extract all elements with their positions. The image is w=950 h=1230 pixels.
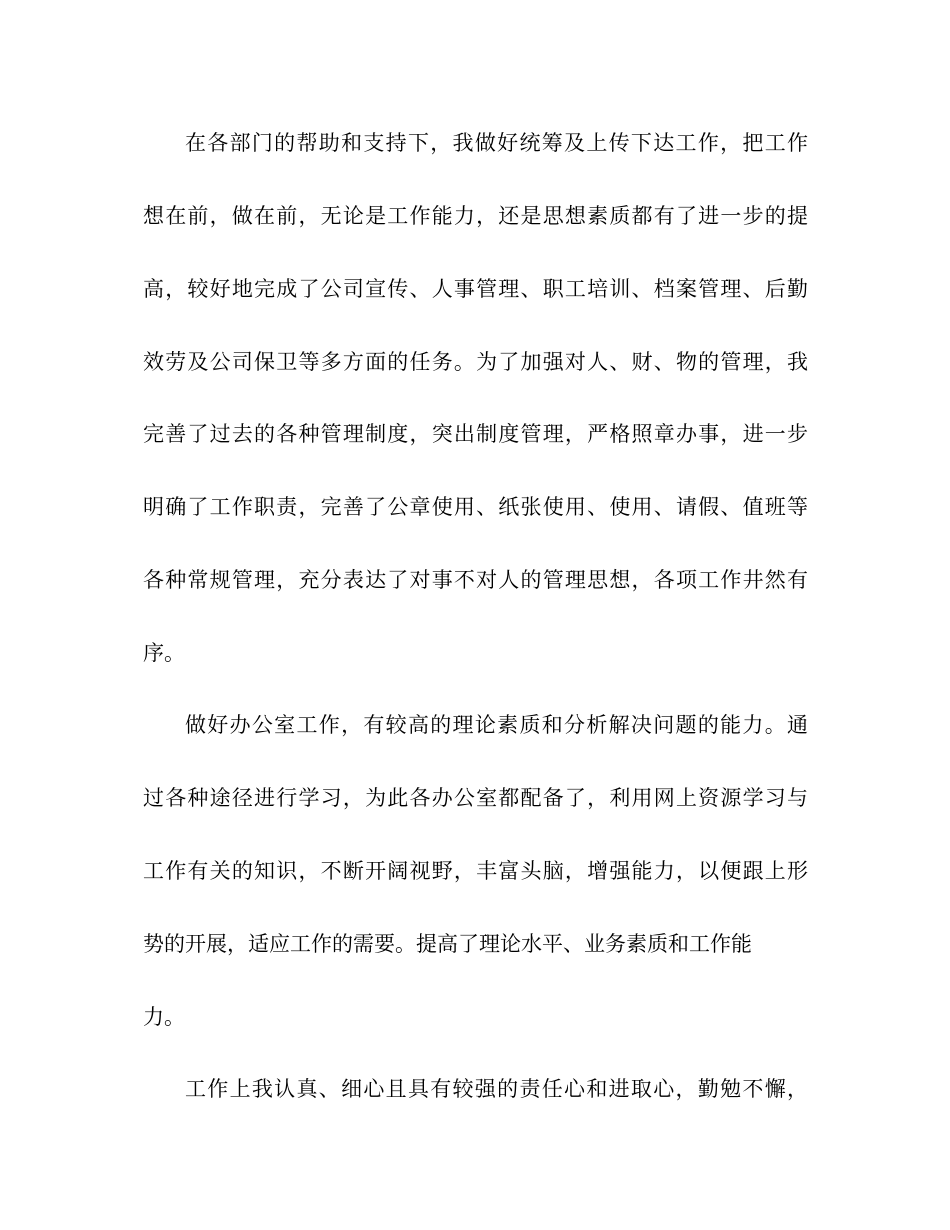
paragraph-line: 势的开展，适应工作的需要。提高了理论水平、业务素质和工作能	[143, 932, 752, 956]
paragraph-line: 高，较好地完成了公司宣传、人事管理、职工培训、档案管理、后勤	[143, 277, 808, 301]
paragraph-line: 各种常规管理，充分表达了对事不对人的管理思想，各项工作井然有	[143, 568, 808, 592]
paragraph-line: 效劳及公司保卫等多方面的任务。为了加强对人、财、物的管理，我	[143, 350, 808, 374]
paragraph-line: 在各部门的帮助和支持下，我做好统筹及上传下达工作，把工作	[185, 131, 808, 155]
paragraph-line: 工作有关的知识，不断开阔视野，丰富头脑，增强能力，以便跟上形	[143, 859, 808, 883]
paragraph-line: 明确了工作职责，完善了公章使用、纸张使用、使用、请假、值班等	[143, 495, 808, 519]
paragraph-line: 想在前，做在前，无论是工作能力，还是思想素质都有了进一步的提	[143, 204, 808, 228]
paragraph-line: 力。	[143, 1005, 185, 1029]
paragraph-line: 序。	[143, 641, 185, 665]
paragraph-line: 完善了过去的各种管理制度，突出制度管理，严格照章办事，进一步	[143, 422, 808, 446]
paragraph-line: 过各种途径进行学习，为此各办公室都配备了，利用网上资源学习与	[143, 786, 808, 810]
paragraph-line: 做好办公室工作，有较高的理论素质和分析解决问题的能力。通	[185, 713, 808, 737]
paragraph-line: 工作上我认真、细心且具有较强的责任心和进取心，勤勉不懈，	[185, 1077, 808, 1101]
